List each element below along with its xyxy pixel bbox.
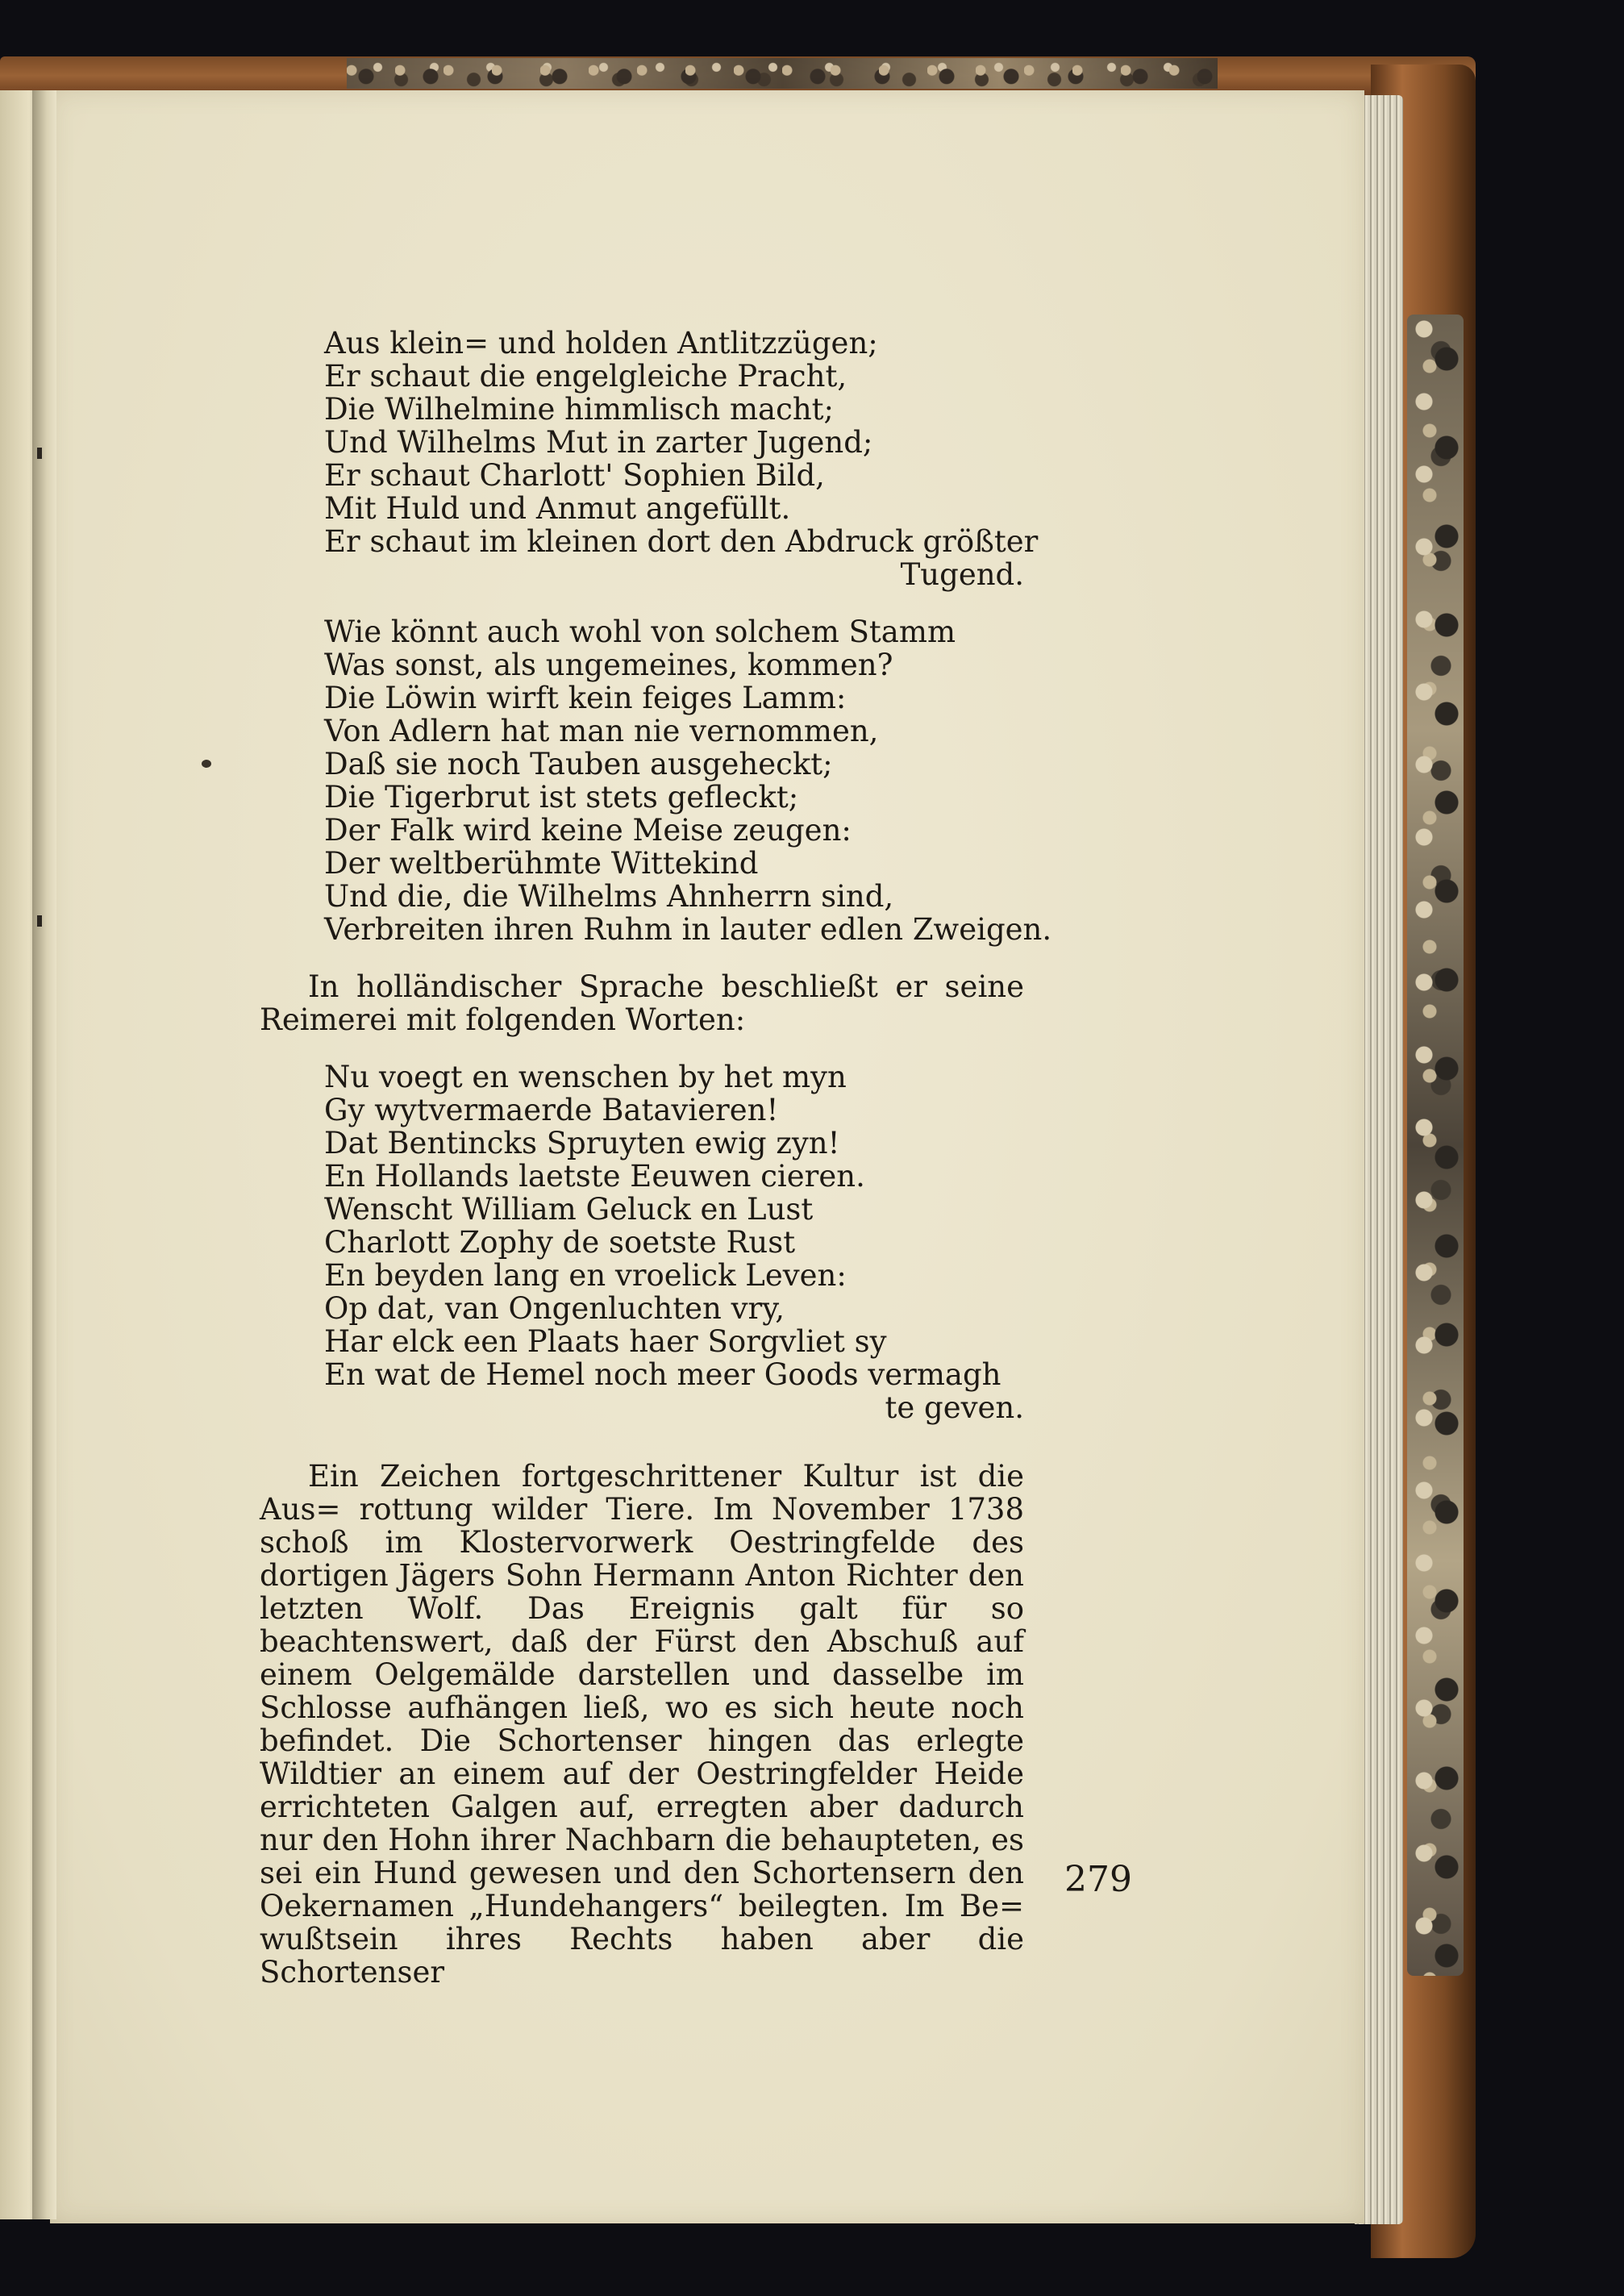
verse-line: Daß sie noch Tauben ausgeheckt; [324,747,833,781]
verse-line: Die Löwin wirft kein feiges Lamm: [324,681,847,715]
verse-line: Dat Bentincks Spruyten ewig zyn! [324,1126,840,1161]
verse-line: Verbreiten ihren Ruhm in lauter edlen Zweigen. [324,912,1052,947]
verse-line: Nu voegt en wenschen by het myn [324,1060,847,1094]
marbled-cover-top [347,58,1218,89]
verse-runover: te geven. [885,1390,1024,1425]
verse-line: Aus klein= und holden Antlitzzügen; [324,326,878,360]
verse-line: Er schaut die engelgleiche Pracht, [324,359,847,394]
page-number: 279 [1064,1859,1132,1900]
verse-line: Charlott Zophy de soetste Rust [324,1225,796,1260]
edge-mark [37,915,42,927]
verse-line: Von Adlern hat man nie vernommen, [324,714,879,748]
verse-line: Der weltberühmte Wittekind [324,846,759,881]
verse-line: Die Tigerbrut ist stets gefleckt; [324,780,799,815]
verse-line: Die Wilhelmine himmlisch macht; [324,392,834,427]
transition-paragraph: In holländischer Sprache beschließt er seine Reimerei mit folgenden Worten: [260,969,1024,1037]
verse-line: Der Falk wird keine Meise zeugen: [324,813,852,848]
verse-line: Har elck een Plaats haer Sorgvliet sy [324,1324,887,1359]
ink-spot [202,760,211,768]
marbled-cover-right [1407,315,1464,1976]
verse-line: Wie könnt auch wohl von solchem Stamm [324,615,956,649]
verse-line: Op dat, van Ongenluchten vry, [324,1291,785,1326]
verse-line: Und Wilhelms Mut in zarter Jugend; [324,425,873,460]
poem-stanza-1 [260,326,1039,592]
verse-line: En wat de Hemel noch meer Goods vermagh [324,1357,1001,1392]
verse-line: Gy wytvermaerde Batavieren! [324,1093,779,1127]
edge-mark [37,448,42,459]
verse-line: Mit Huld und Anmut angefüllt. [324,491,791,526]
verse-line: Was sonst, als ungemeines, kommen? [324,648,893,682]
dutch-poem [260,1060,1024,1424]
verse-line: En beyden lang en vroelick Leven: [324,1258,847,1293]
closing-paragraph: Ein Zeichen fortgeschrittener Kultur ist die Aus= rottung wilder Tiere. Im November 1738 schoß im Klostervorwerk Oestringfelde des dortigen Jägers Sohn Hermann Anton Richter den letzten Wolf. Das Ereignis galt für so beachtenswert, daß der Fürst den Abschuß auf einem Oelgemälde darstellen und dasselbe im Schlosse aufhängen ließ, wo es sich heute noch befindet. Die Schortenser hingen das erlegte Wildtier an einem auf der Oestringfelder Heide errichteten Galgen auf, erregten aber dadurch nur den Hohn ihrer Nachbarn die behaupteten, es sei ein Hund gewesen und den Schortensern den Oekernamen „Hundehangers“ beilegten. Im Be= wußtsein ihres Rechts haben aber die Schortenser [260,1459,1024,1990]
verse-line: Und die, die Wilhelms Ahnherrn sind, [324,879,894,914]
poem-stanza-2 [260,615,1052,947]
verse-line: Er schaut im kleinen dort den Abdruck größter [324,524,1039,559]
verse-line: Er schaut Charlott' Sophien Bild, [324,458,825,493]
page-text [260,326,1052,2013]
verse-line: Wenscht William Geluck en Lust [324,1192,814,1227]
page-gutter [32,90,56,2219]
verse-line: En Hollands laetste Eeuwen cieren. [324,1159,865,1194]
verse-runover: Tugend. [900,557,1024,592]
